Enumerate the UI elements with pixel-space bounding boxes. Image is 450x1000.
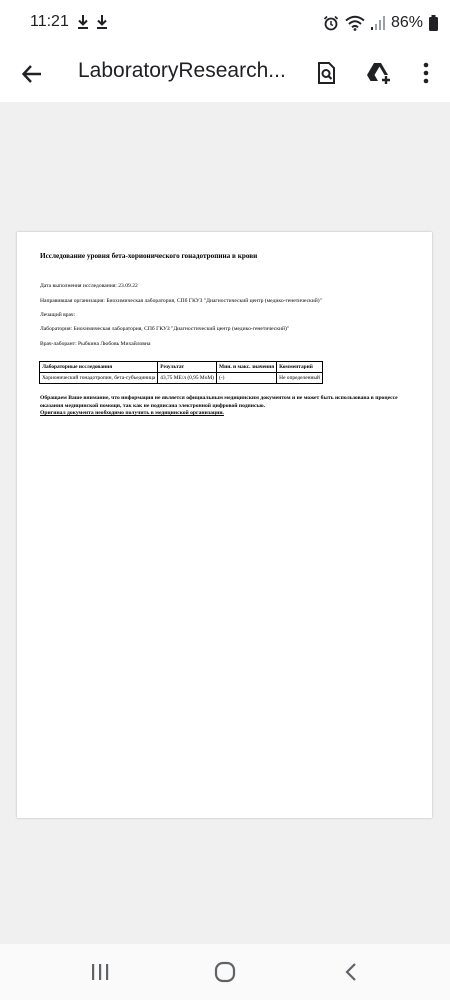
table-cell: Не определенный <box>277 373 323 384</box>
home-button[interactable] <box>207 956 243 988</box>
more-vert-icon <box>423 62 429 84</box>
referring-organization: Направившая организация: Биохимическая лаборатория, СПб ГКУЗ "Диагностический центр (медико-генетический)" <box>40 298 322 304</box>
document-title: LaboratoryResearch... <box>78 59 286 82</box>
home-icon <box>214 961 236 983</box>
table-cell: (-) <box>217 373 277 384</box>
signal-icon <box>371 15 385 31</box>
pdf-page <box>17 232 432 818</box>
attending-doctor: Лечащий врач: <box>40 312 76 318</box>
add-to-drive-button[interactable] <box>362 56 396 90</box>
status-icons <box>323 12 438 34</box>
back-arrow-icon <box>21 63 43 85</box>
table-header-cell: Результат <box>158 362 217 373</box>
battery-percent: 86% <box>390 14 423 31</box>
wifi-icon <box>345 15 365 31</box>
table-cell: Хорионический гонадотропин, бета-субъединица <box>40 373 158 384</box>
table-header-cell: Мин. и макс. значения <box>217 362 277 373</box>
table-header-cell: Комментарий <box>277 362 323 373</box>
system-back-button[interactable] <box>333 956 369 988</box>
date-line: Дата выполнения исследования: 23.09.22 <box>40 283 138 289</box>
table-header-row <box>40 362 323 373</box>
download-icon <box>96 14 108 30</box>
find-in-document-button[interactable] <box>309 56 343 90</box>
disclaimer-notice <box>40 395 400 418</box>
more-options-button[interactable] <box>409 56 443 90</box>
download-icon <box>77 14 89 30</box>
status-bar <box>0 0 450 48</box>
search-document-icon <box>314 61 338 85</box>
system-navigation-bar <box>0 944 450 1000</box>
recent-apps-button[interactable] <box>82 956 118 988</box>
table-row <box>40 373 323 384</box>
disclaimer-text: Обращаем Ваше внимание, что информация не является официальным медицинским документом и не может быть использована в процессе оказания медицинской помощи, так как не подписана электронной цифровой подписью. <box>40 395 398 409</box>
app-bar <box>0 48 450 102</box>
back-icon <box>344 962 358 982</box>
alarm-icon <box>323 15 339 31</box>
lab-doctor-line: Врач-лаборант: Рыбкина Любовь Михайловна <box>40 341 151 347</box>
laboratory-line: Лаборатория: Биохимическая лаборатория, СПб ГКУЗ "Диагностический центр (медико-генетический)" <box>40 326 290 332</box>
drive-add-icon <box>365 61 393 85</box>
document-viewer[interactable] <box>0 102 450 944</box>
disclaimer-original-note: Оригинал документа необходимо получить в медицинской организации. <box>40 410 224 416</box>
document-heading: Исследование уровня бета-хорионического гонадотропина в крови <box>40 252 258 260</box>
results-table <box>39 361 323 384</box>
status-time: 11:21 <box>30 13 69 30</box>
recent-apps-icon <box>90 963 110 981</box>
table-cell: 43,75 МЕ/л (0,95 MoM) <box>158 373 217 384</box>
battery-icon <box>429 15 438 31</box>
back-button[interactable] <box>16 58 48 90</box>
table-header-cell: Лабораторные исследования <box>40 362 158 373</box>
